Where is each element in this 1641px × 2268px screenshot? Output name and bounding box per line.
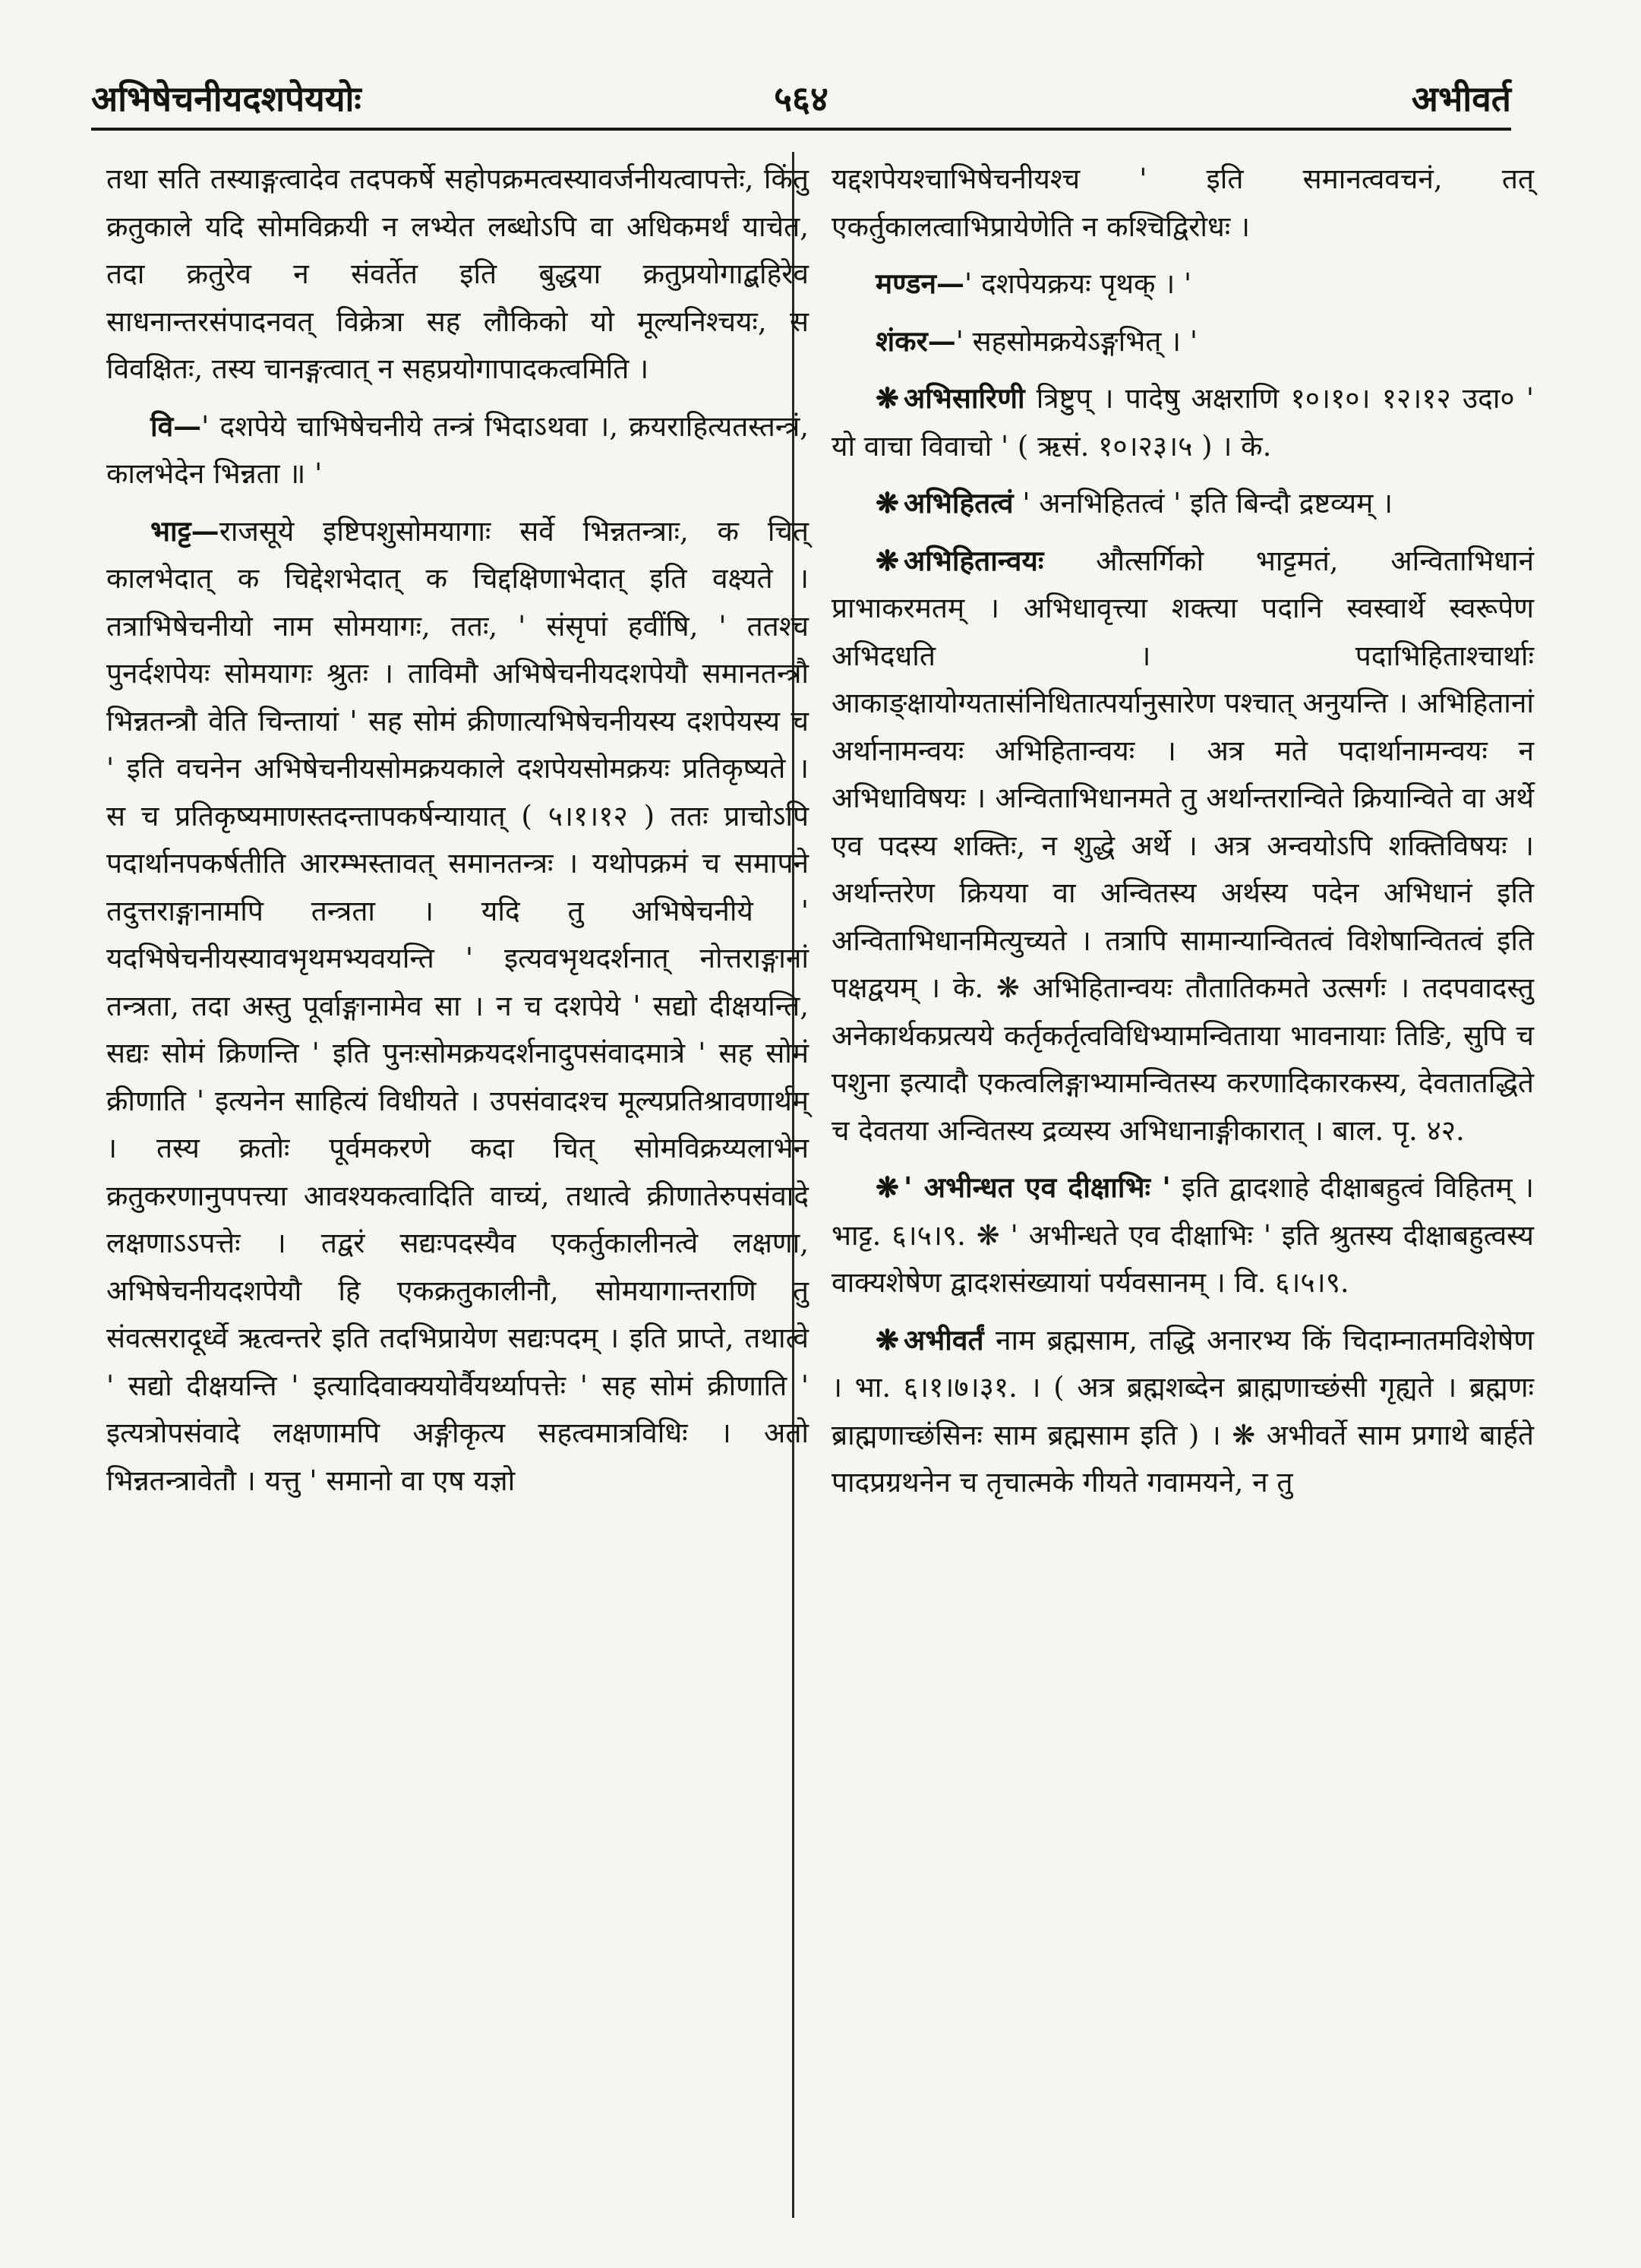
mandana-label: मण्डन— (876, 267, 965, 300)
left-paragraph-vi (106, 403, 809, 498)
left-paragraph-bhatta (106, 507, 809, 1505)
right-column (832, 156, 1534, 1516)
asterisk-icon: ❋ (876, 381, 900, 415)
entry-abhisarini-head: अभिसारिणी (904, 381, 1025, 415)
asterisk-icon: ❋ (876, 486, 900, 520)
asterisk-icon: ❋ (876, 543, 900, 577)
header-right-keyword: अभीवर्त (1411, 78, 1511, 119)
entry-abhivarta-head: अभीवर्तं (904, 1322, 984, 1357)
page-header (91, 59, 1511, 131)
entry-abhisarini (832, 374, 1534, 470)
right-paragraph-shankara (832, 317, 1534, 366)
entry-abhisarini-text: त्रिष्टुप् । पादेषु अक्षराणि १०।१०। १२।१२ उदा० ' यो वाचा विवाचो ' ( ऋसं. १०।२३।५ ) । के. (832, 382, 1534, 463)
entry-abhivarta-text: नाम ब्रह्मसाम, तद्धि अनारभ्य किं चिदाम्नातमविशेषेण । भा. ६।१।७।३१. । ( अत्र ब्रह्मशब्देन ब्राह्मणाच्छंसी गृह्यते । ब्रह्मणः ब्राह्मणाच्छंसिनः साम ब्रह्मसाम इति ) । ❋ अभीवर्ते साम प्रगाथे बार्हते पादप्रग्रथनेन च तृचात्मके गीयते गवामयने, न तु (832, 1323, 1534, 1499)
left-column (106, 156, 809, 1514)
vi-text: ' दशपेये चाभिषेचनीये तन्त्रं भिदाऽथवा ।, क्रयराहित्यतस्तन्त्रं, कालभेदेन भिन्नता ॥ ' (106, 409, 809, 490)
entry-abhihitanvaya (832, 537, 1534, 1155)
asterisk-icon: ❋ (876, 1322, 900, 1357)
left-paragraph-1: तथा सति तस्याङ्गत्वादेव तदपकर्षे सहोपक्रमत्वस्यावर्जनीयत्वापत्तेः, किंतु क्रतुकाले यदि सोमविक्रयी न लभ्येत लब्धोऽपि वा अधिकमर्थं याचेत, तदा क्रतुरेव न संवर्तेत इति बुद्धया क्रतुप्रयोगाद्बहिरेव साधनान्तरसंपादनवत् विक्रेत्रा सह लौकिको यो मूल्यनिश्चयः, स विवक्षितः, तस्य चानङ्गत्वात् न सहप्रयोगापादकत्वमिति । (106, 163, 809, 385)
right-paragraph-mandana (832, 260, 1534, 308)
asterisk-icon: ❋ (876, 1170, 900, 1204)
entry-abhindhata-text: इति द्वादशाहे दीक्षाबहुत्वं विहितम् । भाट्ट. ६।५।९. ❋ ' अभीन्धते एव दीक्षाभिः ' इति श्रुतस्य दीक्षाबहुत्वस्य वाक्यशेषेण द्वादशसंख्यायां पर्यवसानम् । वि. ६।५।९. (832, 1171, 1534, 1299)
entry-abhihitanvaya-text: औत्सर्गिको भाट्टमतं, अन्विताभिधानं प्राभाकरमतम् । अभिधावृत्त्या शक्त्या पदानि स्वस्वार्थे स्वरूपेण अभिदधति । पदाभिहिताश्चार्थाः आकाङ्क्षायोग्यतासंनिधितात्पर्यानुसारेण पश्चात् अनुयन्ति । अभिहितानां अर्थानामन्वयः अभिहितान्वयः । अत्र मते पदार्थानामन्वयः न अभिधाविषयः । अन्विताभिधानमते तु अर्थान्तरान्विते क्रियान्विते वा अर्थे एव पदस्य शक्तिः, न शुद्धे अर्थे । अत्र अन्वयोऽपि शक्तिविषयः । अर्थान्तरेण क्रियया वा अन्वितस्य अर्थस्य पदेन अभिधानं इति अन्विताभिधानमित्युच्यते । तत्रापि सामान्यान्वितत्वं विशेषान्वितत्वं इति पक्षद्वयम् । के. ❋ अभिहितान्वयः तौतातिकमते उत्सर्गः । तदपवादस्तु अनेकार्थकप्रत्यये कर्तृकर्तृत्वविधिभ्यामन्विताया भावनायाः तिङि, सुपि च पशुना इत्यादौ एकत्वलिङ्गाभ्यामन्वितस्य करणादिकारकस्य, देवतातद्धिते च देवतया अन्वितस्य द्रव्यस्य अभिधानाङ्गीकारात् । बाल. पृ. ४२. (832, 544, 1535, 1147)
entry-abhihitatva (832, 479, 1534, 528)
entry-abhihitatva-head: अभिहितत्वं (904, 486, 1014, 520)
right-paragraph-1: यद्दशपेयश्चाभिषेचनीयश्च ' इति समानत्ववचनं, तत् एकर्तुकालत्वाभिप्रायेणेति न कश्चिद्विरोधः । (832, 163, 1534, 243)
entry-abhivarta (832, 1316, 1534, 1507)
entry-abhindhata-head: ' अभीन्धत एव दीक्षाभिः ' (904, 1170, 1171, 1204)
entry-abhihitatva-text: ' अनभिहितत्वं ' इति बिन्दौ द्रष्टव्यम् । (1022, 487, 1393, 520)
bhatta-label: भाट्ट— (150, 513, 219, 548)
entry-abhihitanvaya-head: अभिहितान्वयः (904, 543, 1044, 577)
shankara-text: ' सहसोमक्रयेऽङ्गभित् । ' (955, 324, 1198, 358)
shankara-label: शंकर— (876, 324, 956, 358)
header-left-keyword: अभिषेचनीयदशपेययोः (91, 78, 361, 119)
entry-abhindhata (832, 1164, 1534, 1307)
vi-label: वि— (150, 409, 202, 443)
bhatta-text: राजसूये इष्टिपशुसोमयागाः सर्वे भिन्नतन्त्राः, क चित् कालभेदात् क चिद्देशभेदात् क चिद्दक्षिणाभेदात् इति वक्ष्यते । तत्राभिषेचनीयो नाम सोमयागः, ततः, ' संसृपां हवींषि, ' ततश्च पुनर्दशपेयः सोमयागः श्रुतः । ताविमौ अभिषेचनीयदशपेयौ समानतन्त्रौ भिन्नतन्त्रौ वेति चिन्तायां ' सह सोमं क्रीणात्यभिषेचनीयस्य दशपेयस्य च ' इति वचनेन अभिषेचनीयसोमक्रयकाले दशपेयसोमक्रयः प्रतिकृष्यते । स च प्रतिकृष्यमाणस्तदन्तापकर्षन्यायात् ( ५।१।१२ ) ततः प्राचोऽपि पदार्थानपकर्षतीति आरम्भस्तावत् समानतन्त्रः । यथोपक्रमं च समापने तदुत्तराङ्गानामपि तन्त्रता । यदि तु अभिषेचनीये ' यदभिषेचनीयस्यावभृथमभ्यवयन्ति ' इत्यवभृथदर्शनात् नोत्तराङ्गानां तन्त्रता, तदा अस्तु पूर्वाङ्गानामेव सा । न च दशपेये ' सद्यो दीक्षयन्ति, सद्यः सोमं क्रिणन्ति ' इति पुनःसोमक्रयदर्शनादुपसंवादमात्रे ' सह सोमं क्रीणाति ' इत्यनेन साहित्यं विधीयते । उपसंवादश्च मूल्यप्रतिश्रावणार्थम् । तस्य क्रतोः पूर्वमकरणे कदा चित् सोमविक्रय्यलाभेन क्रतुकरणानुपपत्त्या आवश्यकत्वादिति वाच्यं, तथात्वे क्रीणातेरुपसंवादे लक्षणाऽऽपत्तेः । तद्वरं सद्यःपदस्यैव एकर्तुकालीनत्वे लक्षणा, अभिषेचनीयदशपेयौ हि एकक्रतुकालीनौ, सोमयागान्तराणि तु संवत्सरादूर्ध्वे ऋत्वन्तरे इति तदभिप्रायेण सद्यःपदम् । इति प्राप्ते, तथात्वे ' सद्यो दीक्षयन्ति ' इत्यादिवाक्ययोर्वैयर्थ्यापत्तेः ' सह सोमं क्रीणाति ' इत्यत्रोपसंवादे लक्षणामपि अङ्गीकृत्य सहत्वमात्रविधिः । अतो भिन्नतन्त्रावेतौ । यत्तु ' समानो वा एष यज्ञो (106, 514, 809, 1497)
page-number: ५६४ (774, 78, 828, 119)
mandana-text: ' दशपेयक्रयः पृथक् । ' (964, 267, 1192, 300)
